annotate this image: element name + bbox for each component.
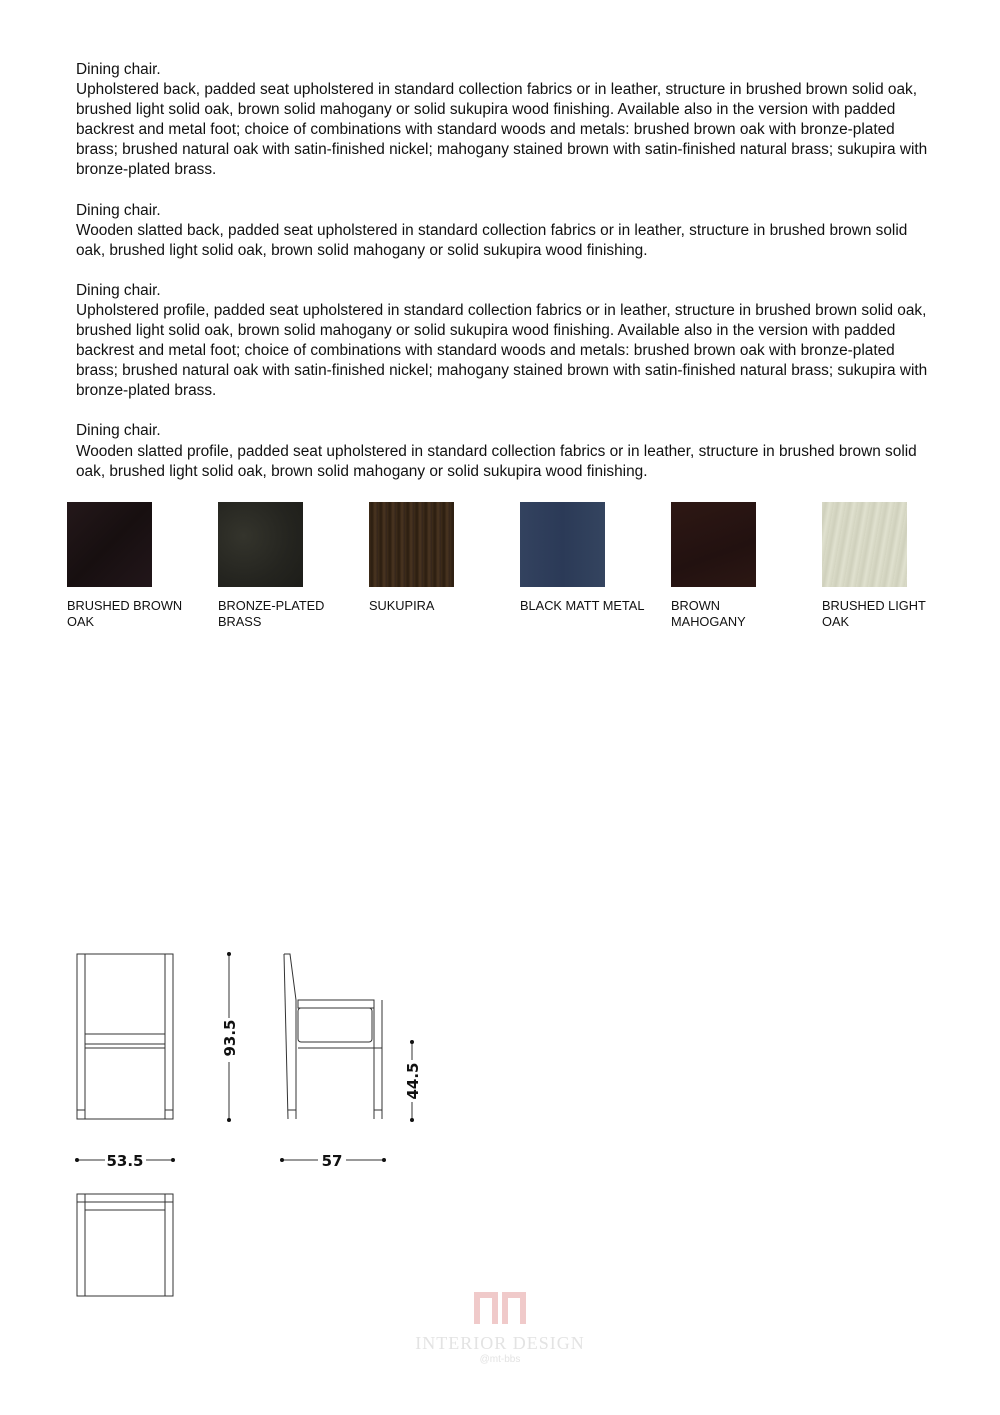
description-block: [76, 201, 936, 261]
swatch-label: BROWN MAHOGANY: [671, 598, 746, 629]
description-text: Upholstered profile, padded seat upholstered in standard collection fabrics or in leather, structure in brushed brown solid oak, brushed light solid oak, brown solid mahogany or solid sukupira wood finishing. Available also in the version with padded backrest and metal foot; choice of combinations with standard woods and metals: brushed brown oak with bronze-plated brass; brushed natural oak with satin-finished nickel; mahogany stained brown with satin-finished natural brass; sukupira with bronze-plated brass.: [76, 301, 928, 400]
swatch-color: [67, 502, 152, 587]
chair-top-view: [77, 1194, 173, 1296]
swatch-color: [369, 502, 454, 587]
swatch-label: BRONZE-PLATED BRASS: [218, 598, 325, 629]
watermark-sub: @mt-bbs: [479, 1354, 521, 1365]
description-block: [76, 421, 936, 481]
swatch-color: [671, 502, 756, 587]
description-text: Wooden slatted back, padded seat upholstered in standard collection fabrics or in leather, structure in brushed brown solid oak, brushed light solid oak, brown solid mahogany or solid sukupira wood finishing.: [76, 221, 908, 259]
height-dimension-label: 93.5: [221, 1019, 239, 1057]
description-title: Dining chair.: [76, 201, 161, 219]
chair-front-view: [77, 954, 173, 1119]
swatch-label: BRUSHED LIGHT OAK: [822, 598, 926, 629]
swatch-color: [218, 502, 303, 587]
swatch-label: BLACK MATT METAL: [520, 598, 645, 613]
swatch-black-matt-metal: [520, 502, 645, 614]
swatch-brushed-light-oak: [822, 502, 947, 630]
technical-drawing: [60, 930, 440, 1310]
swatch-brown-mahogany: [671, 502, 796, 630]
finish-swatches: [67, 502, 947, 632]
swatch-sukupira: [369, 502, 494, 614]
description-title: Dining chair.: [76, 281, 161, 299]
watermark-text: INTERIOR DESIGN: [415, 1333, 585, 1353]
swatch-color: [520, 502, 605, 587]
description-title: Dining chair.: [76, 422, 161, 440]
swatch-label: BRUSHED BROWN OAK: [67, 598, 183, 629]
swatch-brushed-brown-oak: [67, 502, 192, 630]
swatch-bronze-plated-brass: [218, 502, 343, 630]
watermark: [400, 1288, 600, 1365]
seat-height-dimension-label: 44.5: [404, 1062, 422, 1100]
description-block: [76, 60, 936, 181]
product-descriptions: [76, 60, 936, 502]
description-block: [76, 281, 936, 402]
description-text: Upholstered back, padded seat upholstered in standard collection fabrics or in leather, structure in brushed brown solid oak, brushed light solid oak, brown solid mahogany or solid sukupira wood finishing. Available also in the version with padded backrest and metal foot; choice of combinations with standard woods and metals: brushed brown oak with bronze-plated brass; brushed natural oak with satin-finished nickel; mahogany stained brown with satin-finished natural brass; sukupira with bronze-plated brass.: [76, 81, 928, 179]
watermark-logo-icon: [470, 1288, 530, 1328]
depth-dimension-label: 57: [321, 1152, 343, 1170]
chair-side-view: [284, 954, 382, 1119]
description-text: Wooden slatted profile, padded seat upholstered in standard collection fabrics or in leather, structure in brushed brown solid oak, brushed light solid oak, brown solid mahogany or solid sukupira wood finishing.: [76, 442, 917, 480]
description-title: Dining chair.: [76, 61, 161, 78]
width-dimension-label: 53.5: [106, 1152, 144, 1170]
swatch-label: SUKUPIRA: [369, 598, 435, 613]
swatch-color: [822, 502, 907, 587]
